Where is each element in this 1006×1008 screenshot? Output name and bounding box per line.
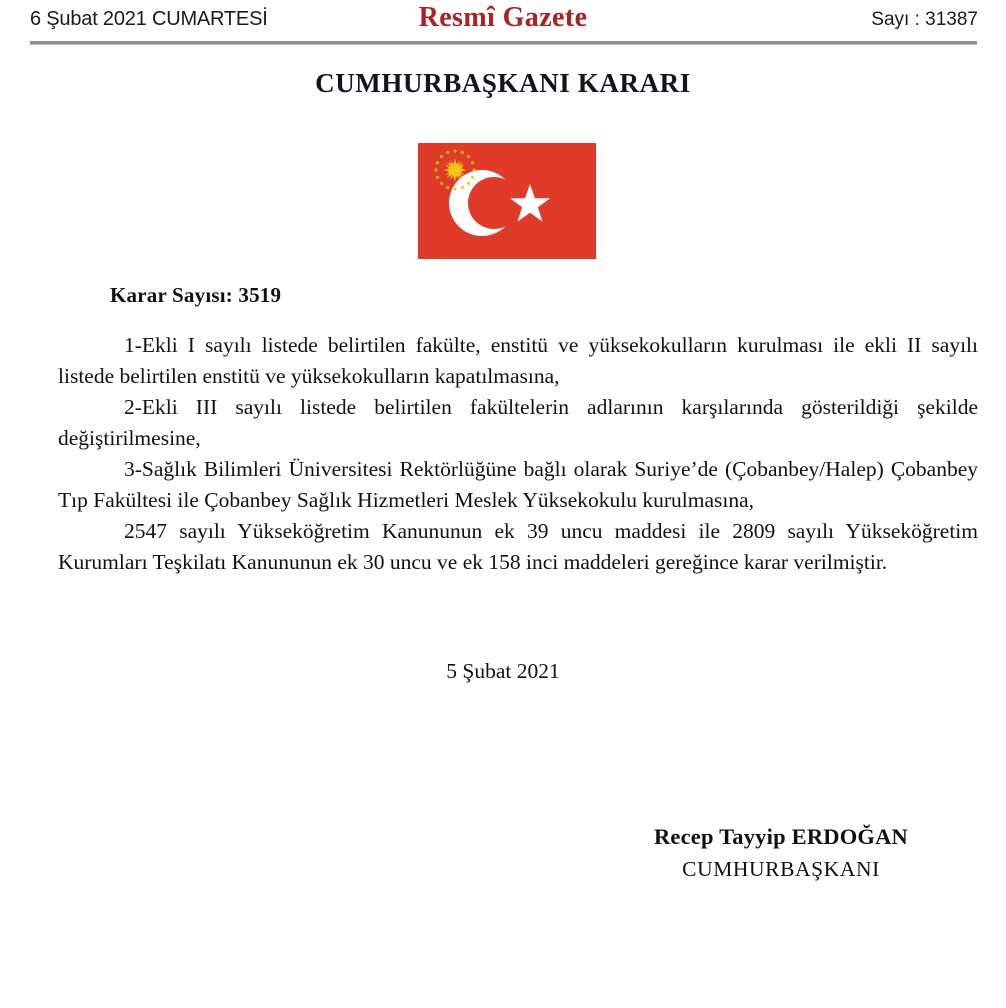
turkish-presidential-flag-icon	[418, 143, 596, 259]
masthead-date: 6 Şubat 2021 CUMARTESİ	[30, 8, 268, 30]
issue-number: Sayı : 31387	[871, 9, 978, 30]
flag-graphic	[418, 143, 596, 259]
header-divider	[30, 41, 977, 45]
signature-block	[556, 822, 1006, 886]
signatory-name: Recep Tayyip ERDOĞAN	[653, 824, 909, 849]
decision-clause-3: 3-Sağlık Bilimleri Üniversitesi Rektörlüğüne bağlı olarak Suriye’de (Çobanbey/Halep) Çobanbey Tıp Fakültesi ile Çobanbey Sağlık Hizmetleri Meslek Yüksekokulu kurulmasına,	[58, 457, 978, 512]
gazette-title: Resmî Gazete	[418, 2, 588, 33]
decision-number: Karar Sayısı: 3519	[110, 283, 282, 307]
decision-body	[58, 330, 978, 578]
decision-clause-2: 2-Ekli III sayılı listede belirtilen fakültelerin adlarının karşılarında gösterildiği şekilde değiştirilmesine,	[58, 395, 978, 450]
signature-date: 5 Şubat 2021	[446, 659, 560, 683]
gazette-masthead	[0, 0, 1006, 46]
decision-legal-basis: 2547 sayılı Yükseköğretim Kanununun ek 39 uncu maddesi ile 2809 sayılı Yükseköğretim Kurumları Teşkilatı Kanununun ek 30 uncu ve ek 158 inci maddeleri gereğince karar verilmiştir.	[58, 519, 978, 574]
signatory-role: CUMHURBAŞKANI	[682, 857, 880, 881]
page-title: CUMHURBAŞKANI KARARI	[315, 68, 691, 98]
decision-clause-1: 1-Ekli I sayılı listede belirtilen fakülte, enstitü ve yüksekokulların kurulması ile ekli II sayılı listede belirtilen enstitü ve yüksekokulların kapatılmasına,	[58, 333, 978, 388]
